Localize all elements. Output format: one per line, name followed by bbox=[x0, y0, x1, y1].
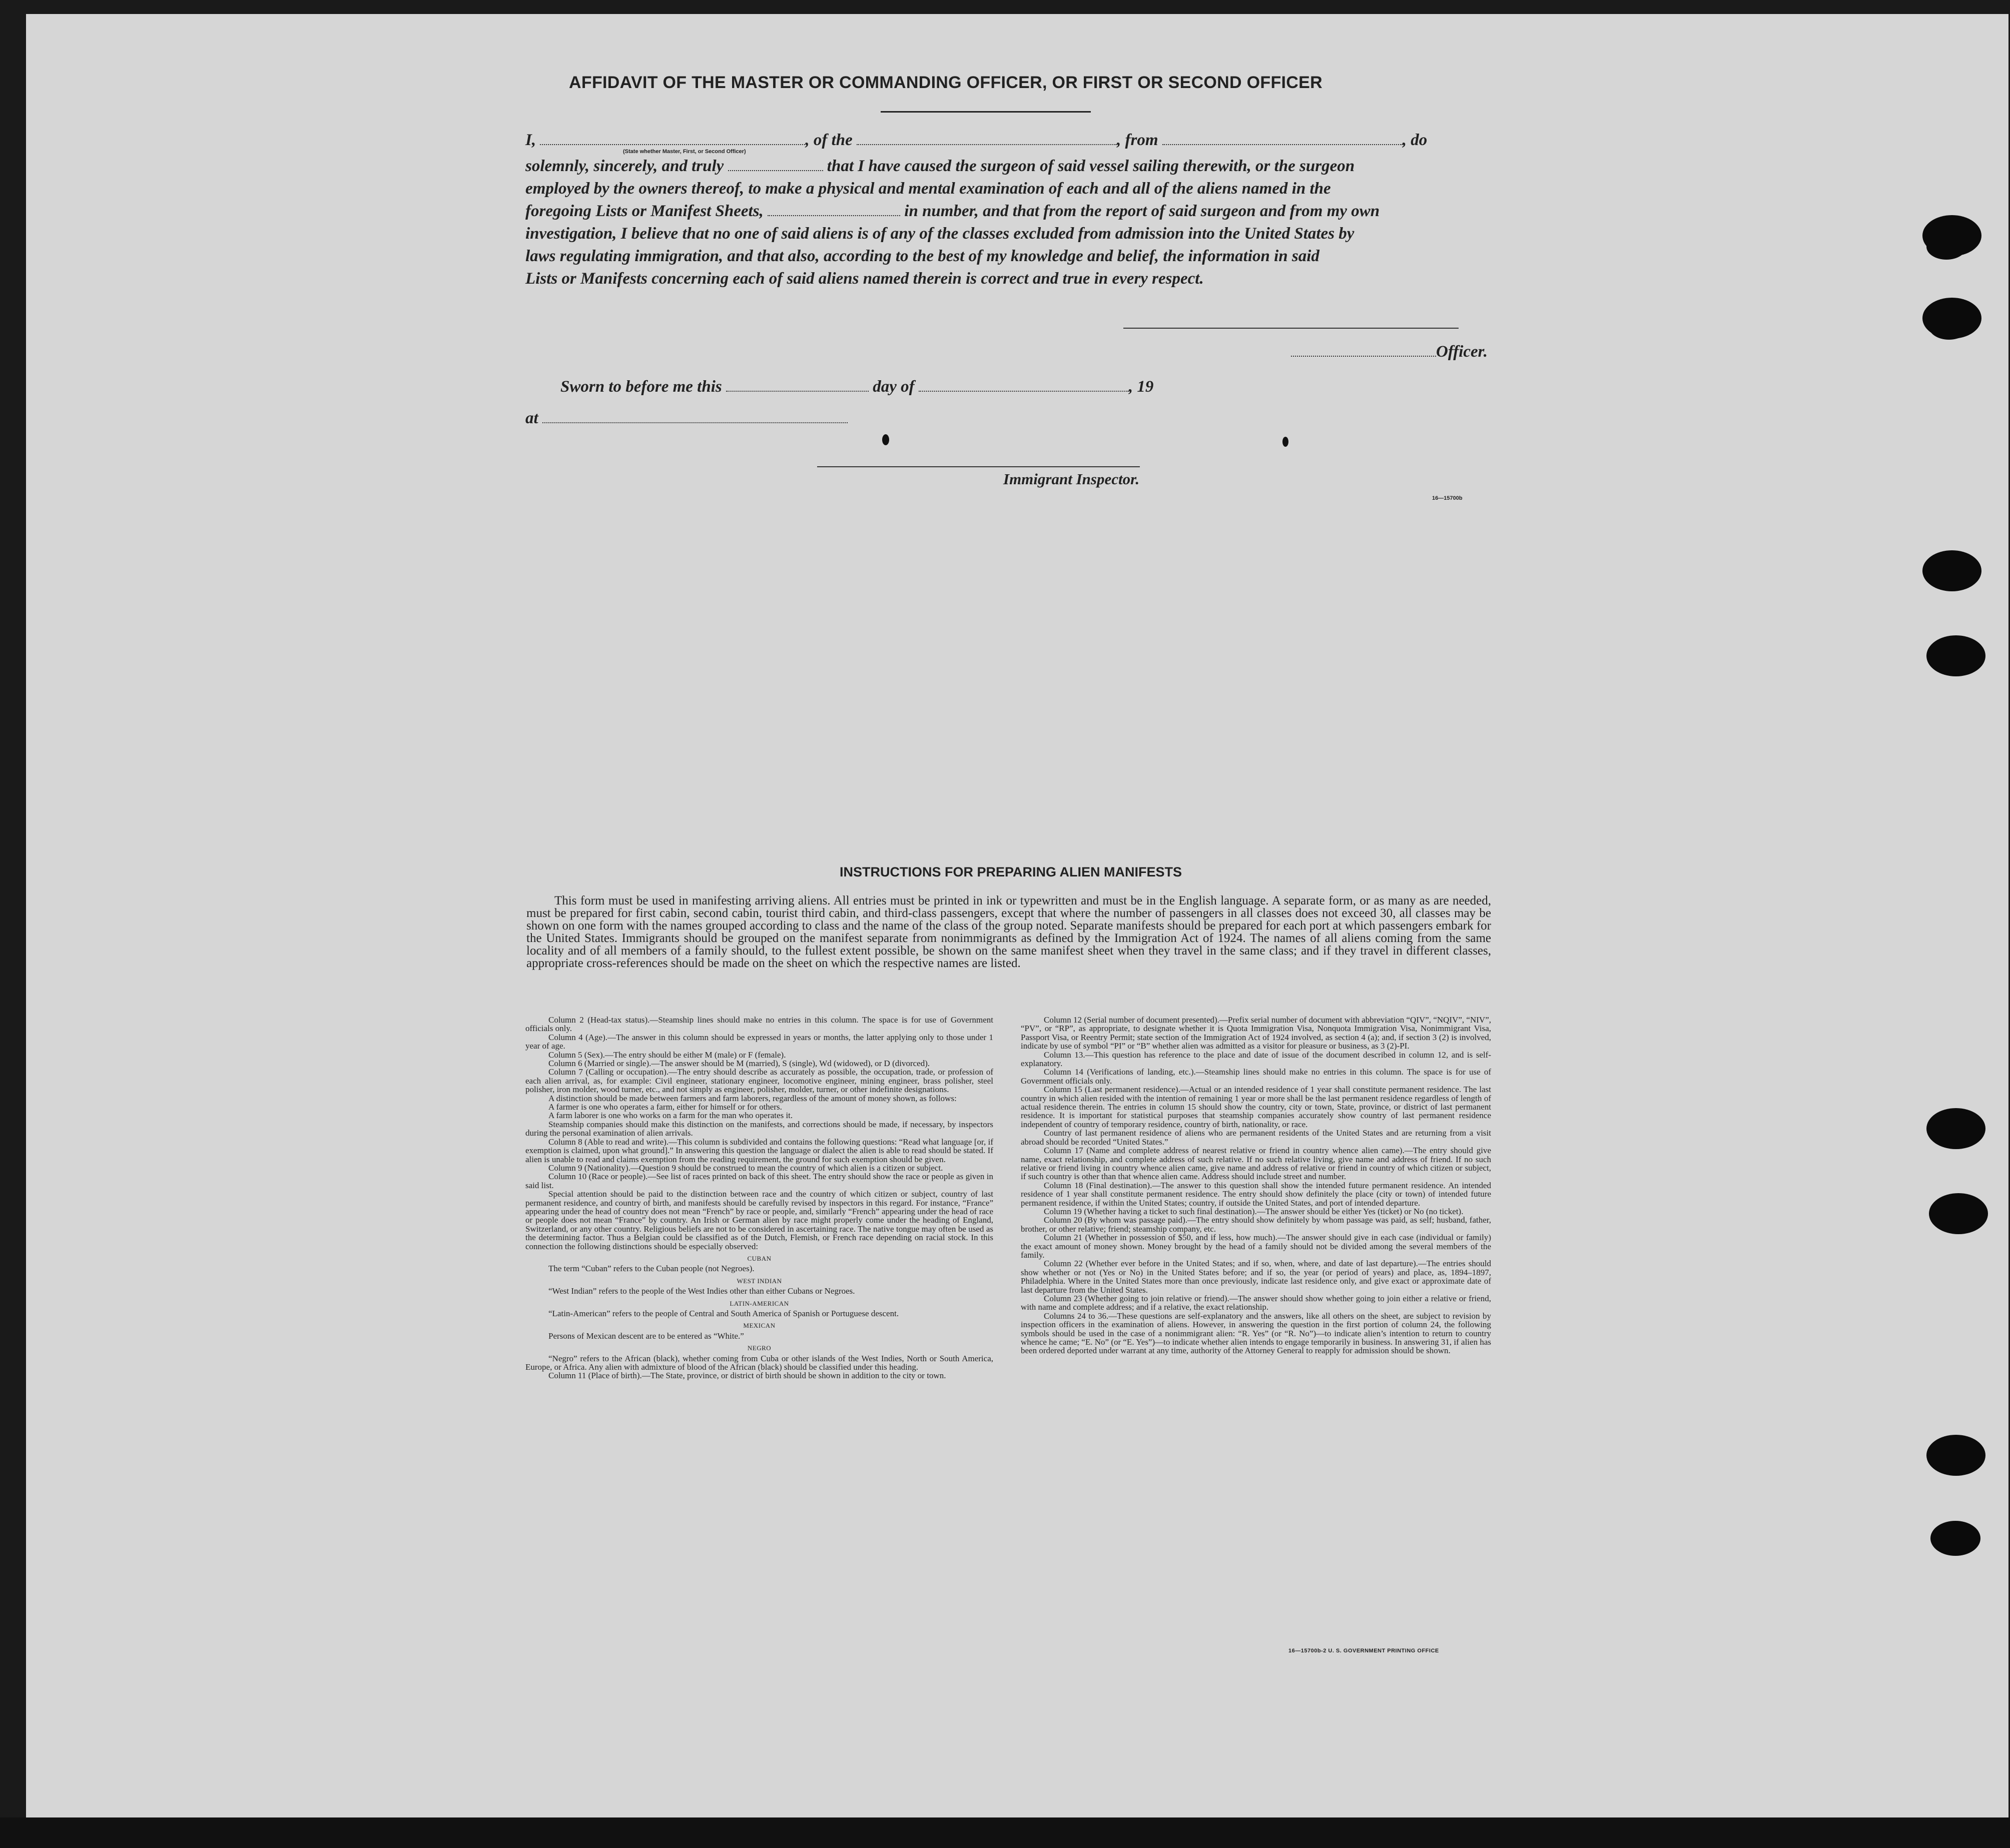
binder-hole bbox=[1926, 234, 1966, 260]
affidavit-text: , do bbox=[1402, 131, 1428, 149]
sworn-month-blank[interactable] bbox=[919, 378, 1129, 392]
instruction-paragraph: “Negro” refers to the African (black), whether coming from Cuba or other islands of the West Indies, North or South America, Europe, or Africa. Any alien with admixture of blood of the African (black) should be classified under this heading. bbox=[525, 1353, 993, 1372]
at-row bbox=[525, 409, 848, 428]
swear-blank[interactable] bbox=[728, 157, 823, 171]
affidavit-text: , from bbox=[1117, 131, 1158, 149]
instruction-paragraph: Column 8 (Able to read and write).—This column is subdivided and contains the following questions: “Read what language [or, if exemption is claimed, upon what ground].” In answering this question the language or dialect the alien is able to read should be stated. If alien is unable to read and claims exemption from the reading requirement, the ground for such exemption should be given. bbox=[525, 1137, 993, 1164]
instruction-paragraph: “West Indian” refers to the people of the West Indies other than either Cubans or Negroes. bbox=[548, 1286, 855, 1296]
race-heading: CUBAN bbox=[747, 1254, 772, 1262]
printing-office-line: 16—15700b-2 U. S. GOVERNMENT PRINTING OFFICE bbox=[1288, 1648, 1439, 1654]
affidavit-text: , of the bbox=[805, 131, 853, 149]
scan-border bbox=[0, 1817, 2010, 1848]
sworn-row bbox=[560, 378, 1153, 396]
instruction-paragraph: Column 6 (Married or single).—The answer should be M (married), S (single), Wd (widowed), or D (divorced). bbox=[548, 1059, 930, 1069]
instruction-paragraph: “Latin-American” refers to the people of Central and South America of Spanish or Portuguese descent. bbox=[548, 1309, 899, 1318]
affidavit-line: employed by the owners thereof, to make a physical and mental examination of each and all of the aliens named in the bbox=[525, 180, 1331, 198]
affidavit-text: I, bbox=[525, 131, 536, 149]
affidavit-title: AFFIDAVIT OF THE MASTER OR COMMANDING OFFICER, OR FIRST OR SECOND OFFICER bbox=[569, 73, 1322, 92]
race-heading: LATIN-AMERICAN bbox=[730, 1299, 789, 1307]
instruction-paragraph: Column 14 (Verifications of landing, etc.).—Steamship lines should make no entries in this column. The space is for use of Government officials only. bbox=[1021, 1067, 1491, 1086]
binder-hole bbox=[1922, 550, 1981, 591]
departure-port-blank[interactable] bbox=[1162, 131, 1403, 145]
binder-hole bbox=[1929, 314, 1969, 340]
binder-hole bbox=[1926, 1108, 1985, 1149]
affidavit-line bbox=[525, 129, 1494, 151]
officer-label: Officer. bbox=[1436, 343, 1488, 361]
instruction-paragraph: Column 23 (Whether going to join relative or friend).—The answer should show whether going to join either a relative or friend, with name and complete address; and if a relative, the exact relationship. bbox=[1021, 1294, 1491, 1312]
instruction-paragraph: Steamship companies should make this distinction on the manifests, and corrections should be made, if necessary, by inspectors during the personal examination of alien arrivals. bbox=[525, 1119, 993, 1138]
binder-hole bbox=[1926, 635, 1985, 676]
race-heading: MEXICAN bbox=[743, 1322, 776, 1330]
race-heading: NEGRO bbox=[747, 1344, 772, 1352]
instruction-paragraph: Column 13.—This question has reference to the place and date of issue of the document described in column 12, and is self-explanatory. bbox=[1021, 1050, 1491, 1069]
officer-rank-blank[interactable] bbox=[540, 131, 805, 145]
instruction-paragraph: Column 21 (Whether in possession of $50, and if less, how much).—The answer should give in each case (individual or family) the exact amount of money shown. Money brought by the head of a family should not be divided among the several members of the family. bbox=[1021, 1233, 1491, 1260]
instruction-paragraph: Columns 24 to 36.—These questions are self-explanatory and the answers, like all others on the sheet, are subject to revision by inspection officers in the examination of aliens. However, in answering the question in the first portion of column 24, the following symbols should be used in the case of a nonimmigrant alien: “R. Yes” (or “R. No”)—to indicate alien’s intention to return to country whence he came; “E. No” (or “E. Yes”)—to indicate whether alien intends to engage temporarily in business. In answering 31, if alien has been ordered deported under warrant at any time, authority of the Attorney General to reapply for admission should be shown. bbox=[1021, 1311, 1491, 1356]
affidavit-text: foregoing Lists or Manifest Sheets, bbox=[525, 202, 764, 220]
instruction-paragraph: Column 5 (Sex).—The entry should be either M (male) or F (female). bbox=[548, 1050, 786, 1060]
instruction-paragraph: Column 15 (Last permanent residence).—Actual or an intended residence of 1 year shall constitute permanent residence. The last country in which alien resided with the intention of remaining 1 year or more shall be the last permanent residence regardless of length of actual residence therein. The entries in column 15 should show the country, city or town, State, province, or district of last permanent residence. It is important for statistical purposes that steamship companies accurately show country of last permanent residence independent of country of temporary residence, country of birth, nationality, or race. bbox=[1021, 1085, 1491, 1129]
instructions-title: INSTRUCTIONS FOR PREPARING ALIEN MANIFESTS bbox=[839, 864, 1182, 879]
inspector-signature-line[interactable] bbox=[817, 466, 1140, 467]
instruction-paragraph: Country of last permanent residence of aliens who are permanent residents of the United States and are returning from a visit abroad should be recorded “United States.” bbox=[1021, 1128, 1491, 1147]
race-heading: WEST INDIAN bbox=[737, 1277, 782, 1285]
sheet-count-blank[interactable] bbox=[768, 202, 900, 216]
instruction-paragraph: Column 17 (Name and complete address of nearest relative or friend in country whence alien came).—The entry should give name, exact relationship, and complete address of such relative. If no such relative living, give name and address of friend. If no such relative or friend living in country whence alien came, give name and address of relative or friend in country of which citizen or subject, if such country is other than that whence alien came. Address should include street and number. bbox=[1021, 1146, 1491, 1182]
instruction-paragraph: Column 10 (Race or people).—See list of races printed on back of this sheet. The entry should show the race or people as given in said list. bbox=[525, 1172, 993, 1190]
instruction-paragraph: Column 12 (Serial number of document presented).—Prefix serial number of document with abbreviation “QIV”, “NQIV”, “NIV”, “PV”, or “RP”, as appropriate, to designate whether it is Quota Immigration Visa, Nonquota Immigration Visa, Nonimmigrant Visa, Passport Visa, or Reentry Permit; state section of the Immigration Act of 1924 involved, as section 4 (a); and, if section 3 (2) is involved, indicate by use of symbol “PI” or “B” whether alien was admitted as a visitor for pleasure or business, as 3 (2)-PI. bbox=[1021, 1015, 1491, 1051]
vessel-name-blank[interactable] bbox=[857, 131, 1117, 145]
instruction-paragraph: Column 11 (Place of birth).—The State, province, or district of birth should be shown in addition to the city or town. bbox=[548, 1371, 946, 1381]
instruction-paragraph: Persons of Mexican descent are to be entered as “White.” bbox=[548, 1331, 744, 1341]
instruction-paragraph: Special attention should be paid to the distinction between race and the country of which citizen or subject, country of last permanent residence, and country of birth, and manifests should be carefully revised by inspectors in this regard. For instance, “France” appearing under the head of country does not mean “French” by race or people, and, similarly “French” appearing under the head of race or people does not mean “France” by country. An Irish or German alien by race might properly come under the heading of England, Switzerland, or any other country. Religious beliefs are not to be considered in ascertaining race. The native tongue may often be used as the determining factor. Thus a Belgian could be classified as of the Dutch, Flemish, or French race depending on racial stock. In this connection the following distinctions should be especially observed: bbox=[525, 1189, 993, 1251]
inspector-label: Immigrant Inspector. bbox=[1003, 470, 1140, 488]
affidavit-text: solemnly, sincerely, and truly bbox=[525, 157, 724, 175]
instructions-right-column bbox=[1021, 1016, 1491, 1355]
place-blank[interactable] bbox=[542, 409, 848, 423]
affidavit-line: Lists or Manifests concerning each of said aliens named therein is correct and true in every respect. bbox=[525, 270, 1204, 288]
instruction-paragraph: Column 9 (Nationality).—Question 9 should be construed to mean the country of which alien is a citizen or subject. bbox=[548, 1163, 943, 1173]
instruction-paragraph: A farmer is one who operates a farm, either for himself or for others. bbox=[548, 1102, 782, 1112]
ink-speck bbox=[882, 434, 889, 445]
binder-hole bbox=[1930, 1521, 1980, 1556]
affidavit-line bbox=[525, 200, 1494, 222]
affidavit-text: that I have caused the surgeon of said vessel sailing therewith, or the surgeon bbox=[827, 157, 1355, 175]
sworn-text: day of bbox=[873, 378, 915, 396]
affidavit-line bbox=[525, 155, 1494, 177]
affidavit-line: investigation, I believe that no one of said aliens is of any of the classes excluded from admission into the United States by bbox=[525, 225, 1355, 243]
rank-note: (State whether Master, First, or Second Officer) bbox=[623, 149, 746, 155]
instruction-paragraph: A farm laborer is one who works on a farm for the man who operates it. bbox=[548, 1111, 793, 1121]
signature-line[interactable] bbox=[1123, 328, 1459, 329]
instruction-paragraph: Column 22 (Whether ever before in the United States; and if so, when, where, and date of last departure).—The entries should show whether or not (Yes or No) in the United States before; and if so, the year (or period of years) and place, as, 1894–1897, Philadelphia. Where in the United States more than once previously, indicate last residence only, and give exact or approximate date of last departure from the United States. bbox=[1021, 1259, 1491, 1295]
instruction-paragraph: Column 20 (By whom was passage paid).—The entry should show definitely by whom passage was paid, as self; husband, father, brother, or other relative; friend; steamship company, etc. bbox=[1021, 1215, 1491, 1234]
instruction-paragraph: Column 7 (Calling or occupation).—The entry should describe as accurately as possible, the occupation, trade, or profession of each alien arrival, as, for example: Civil engineer, stationary engineer, locomotive engineer, mining engineer, brass polisher, steel polisher, iron molder, wood turner, etc., and not simply as engineer, polisher, molder, turner, or other indefinite designations. bbox=[525, 1067, 993, 1095]
ink-speck bbox=[1282, 437, 1288, 447]
affidavit-text: in number, and that from the report of said surgeon and from my own bbox=[904, 202, 1380, 220]
officer-row bbox=[1291, 343, 1491, 361]
sworn-text: Sworn to before me this bbox=[560, 378, 722, 396]
affidavit-line: laws regulating immigration, and that also, according to the best of my knowledge and belief, the information in said bbox=[525, 247, 1319, 265]
form-number: 16—15700b bbox=[1432, 495, 1463, 501]
binder-hole bbox=[1926, 1435, 1985, 1476]
instruction-paragraph: Column 19 (Whether having a ticket to such final destination).—The answer should be either Yes (ticket) or No (no ticket). bbox=[1044, 1206, 1464, 1216]
instruction-paragraph: Column 2 (Head-tax status).—Steamship lines should make no entries in this column. The space is for use of Government officials only. bbox=[525, 1015, 993, 1034]
instructions-intro: This form must be used in manifesting arriving aliens. All entries must be printed in ink or typewritten and must be in the English language. A separate form, or as many as are needed, must be prepared for first cabin, second cabin, tourist third cabin, and third-class passengers, except that where the number of passengers in all classes does not exceed 30, all classes may be shown on one form with the names grouped according to class and the name of the class of the group noted. Separate manifests should be prepared for each port at which passengers embark for the United States. Immigrants should be grouped on the manifest separate from nonimmigrants as defined by the Immigration Act of 1924. The names of all aliens coming from the same locality and of all members of a family should, to the fullest extent possible, be shown on the same manifest sheet when they travel in the same class; and if they travel in different classes, appropriate cross-references should be made on the sheet on which the respective names are listed. bbox=[526, 894, 1491, 970]
binder-hole bbox=[1929, 1193, 1988, 1234]
officer-signature-blank[interactable] bbox=[1291, 343, 1436, 357]
sworn-text: , 19 bbox=[1128, 378, 1154, 396]
instruction-paragraph: Column 18 (Final destination).—The answer to this question shall show the intended future permanent residence. An intended residence of 1 year shall constitute permanent residence. The entry should show definitely the place (city or town) of intended future permanent residence, if within the United States; country, if outside the United States, and port of intended departure. bbox=[1021, 1180, 1491, 1208]
instruction-paragraph: A distinction should be made between farmers and farm laborers, regardless of the amount of money shown, as follows: bbox=[548, 1093, 957, 1103]
title-rule bbox=[881, 111, 1091, 113]
sworn-day-blank[interactable] bbox=[726, 378, 869, 392]
at-label: at bbox=[525, 409, 538, 427]
instruction-paragraph: Column 4 (Age).—The answer in this column should be expressed in years or months, the latter applying only to those under 1 year of age. bbox=[525, 1032, 993, 1051]
instruction-paragraph: The term “Cuban” refers to the Cuban people (not Negroes). bbox=[548, 1264, 755, 1274]
instructions-left-column bbox=[525, 1016, 993, 1380]
